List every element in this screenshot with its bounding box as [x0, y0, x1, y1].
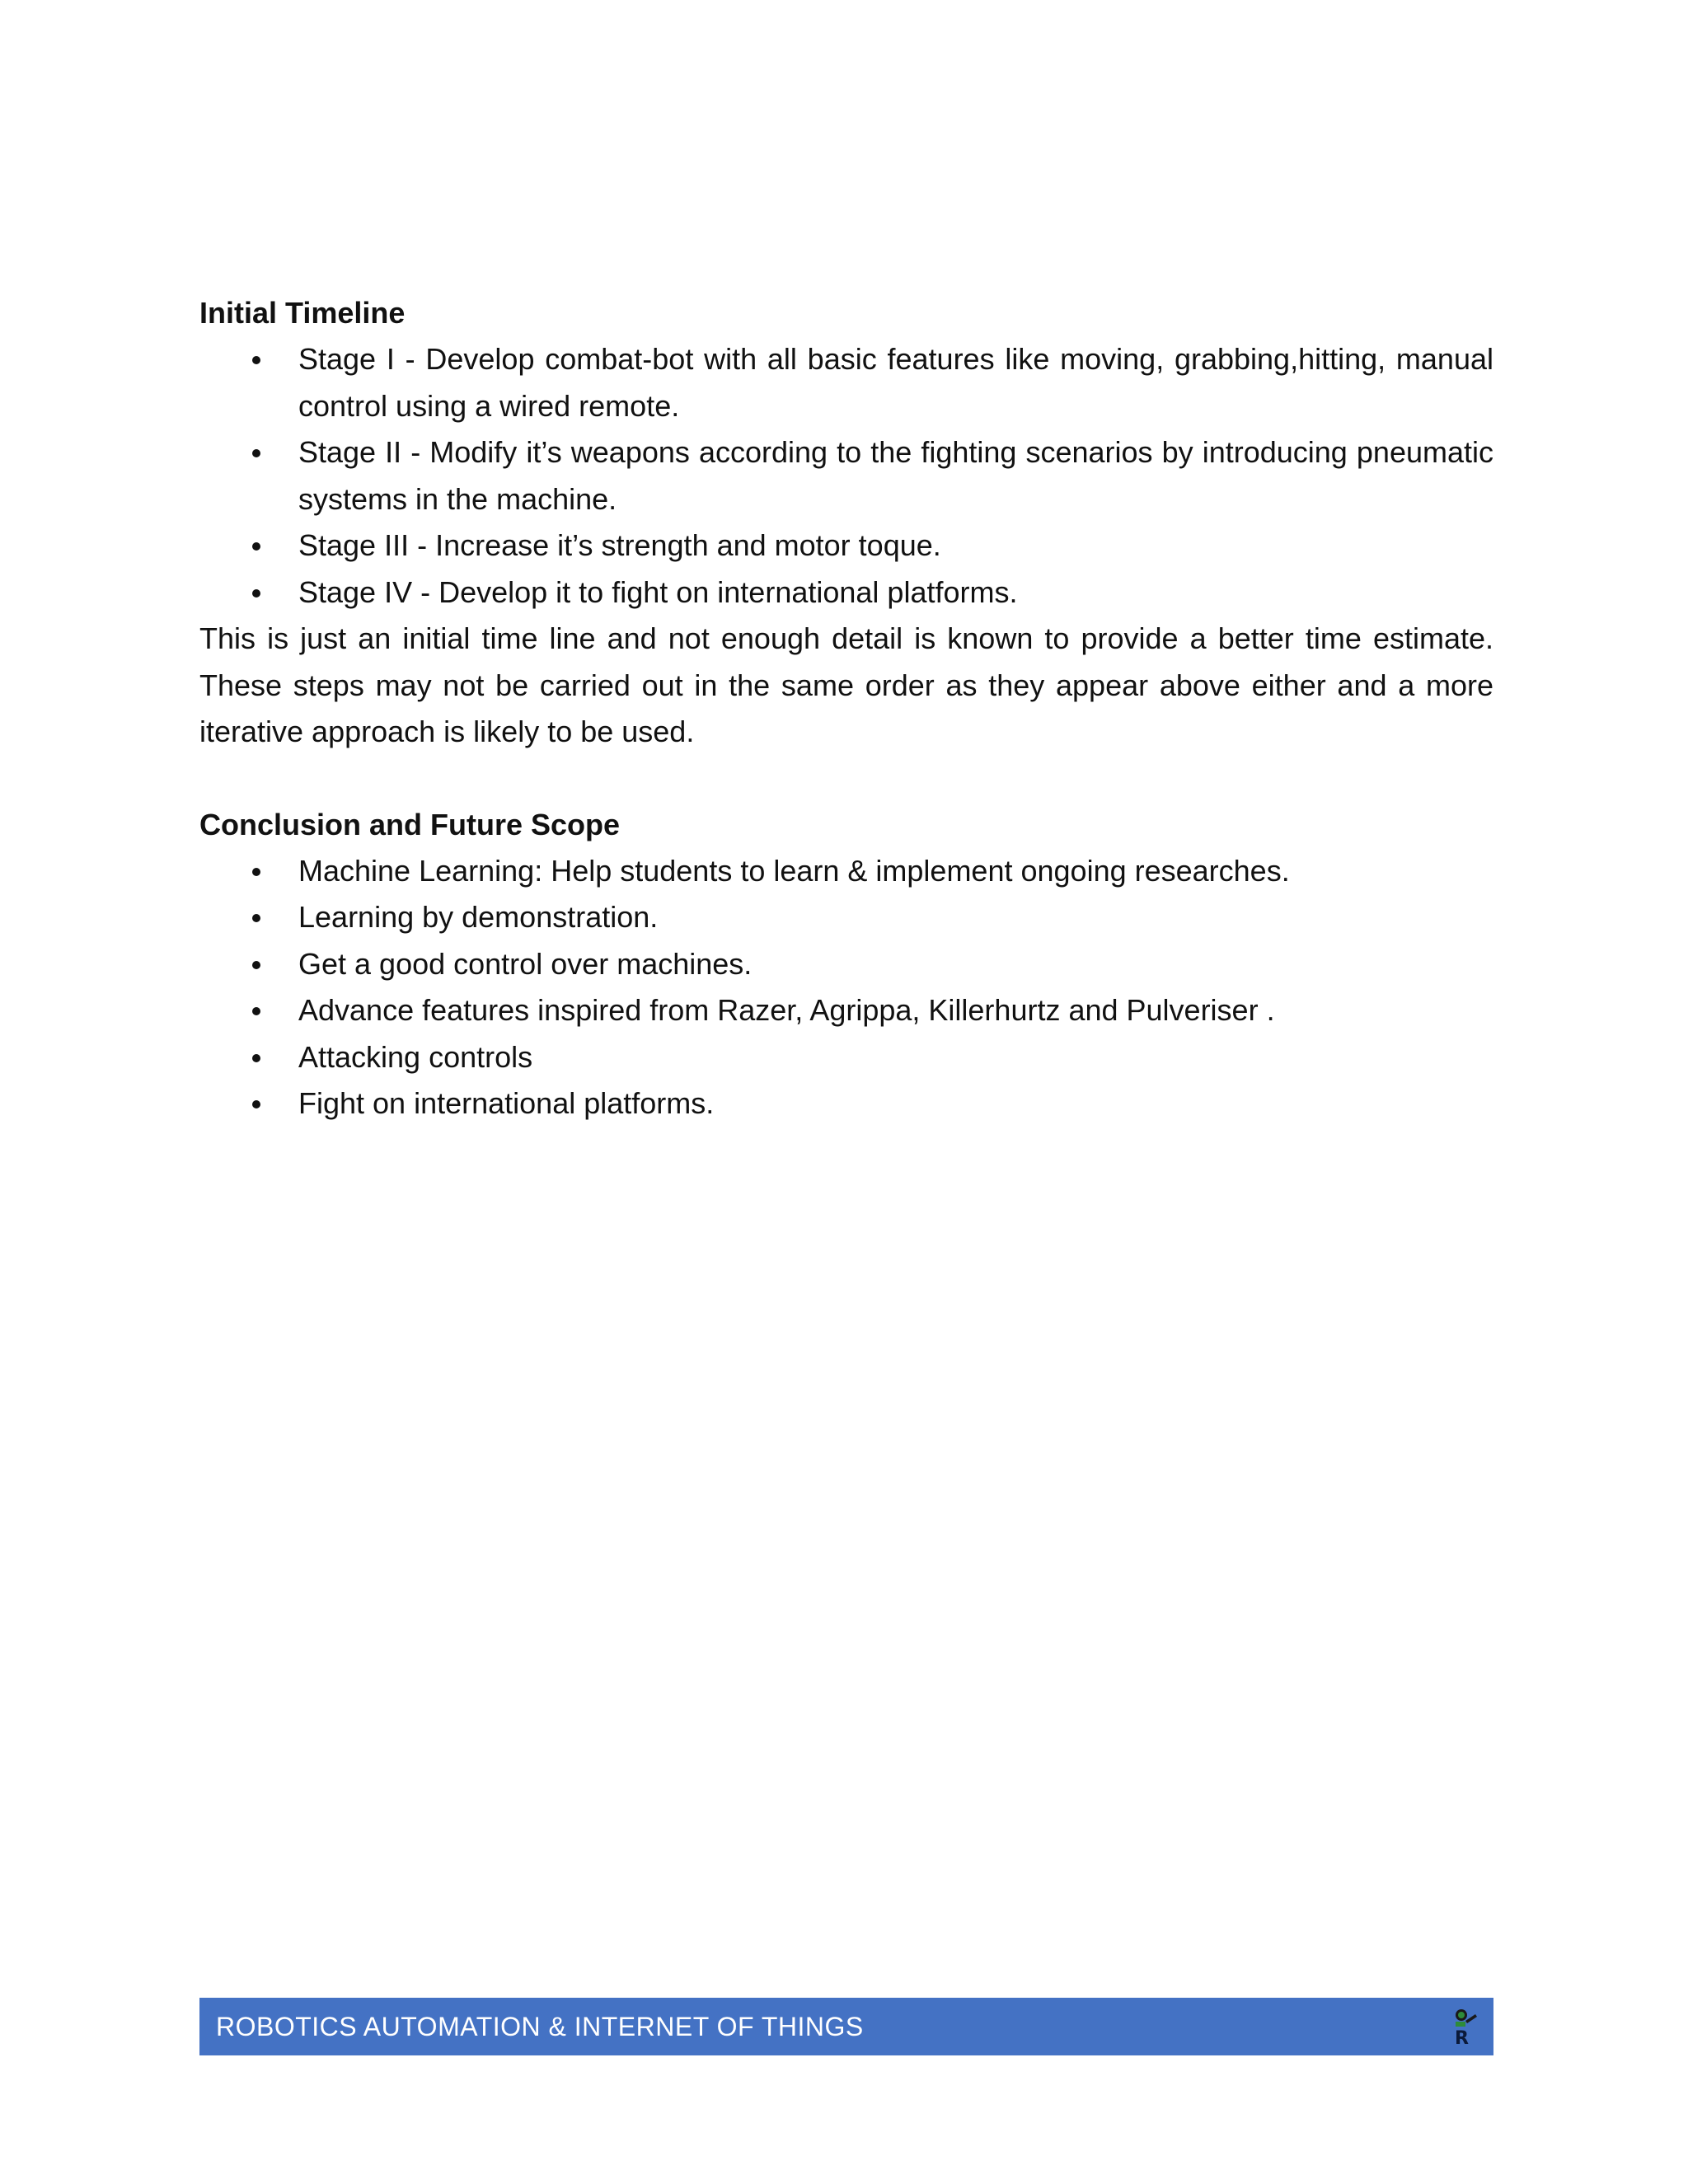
conclusion-list [199, 848, 1493, 1127]
list-item [199, 894, 1493, 941]
footer-title: ROBOTICS AUTOMATION & INTERNET OF THINGS [216, 2012, 864, 2041]
bullet-icon [252, 914, 260, 922]
list-item-text: Stage I - Develop combat-bot with all basic features like moving, grabbing,hitting, manual control using a wired remote. [298, 342, 1493, 423]
list-item-text: Attacking controls [298, 1039, 533, 1074]
list-item [199, 429, 1493, 523]
bullet-icon [252, 1100, 260, 1108]
document-body [199, 290, 1493, 1127]
timeline-paragraph: This is just an initial time line and not enough detail is known to provide a better time estimate. These steps may not be carried out in the same order as they appear above either and a more iterative approach is likely to be used. [199, 621, 1493, 748]
robot-logo-icon [1447, 2008, 1480, 2047]
bullet-icon [252, 1054, 260, 1062]
bullet-icon [252, 868, 260, 876]
bullet-icon [252, 589, 260, 598]
list-item [199, 523, 1493, 569]
list-item-text: Machine Learning: Help students to learn & implement ongoing researches. [298, 853, 1290, 888]
bullet-icon [252, 356, 260, 364]
list-item-text: Fight on international platforms. [298, 1086, 715, 1120]
section-heading-initial-timeline: Initial Timeline [199, 296, 406, 330]
list-item [199, 1034, 1493, 1081]
bullet-icon [252, 542, 260, 551]
list-item [199, 1080, 1493, 1127]
section-heading-conclusion: Conclusion and Future Scope [199, 807, 621, 841]
svg-text:R: R [1455, 2028, 1469, 2047]
timeline-list [199, 336, 1493, 616]
bullet-icon [252, 1007, 260, 1015]
list-item [199, 569, 1493, 616]
page-footer-bar [199, 1998, 1493, 2055]
list-item [199, 941, 1493, 988]
section-spacer [199, 756, 1493, 802]
list-item-text: Stage II - Modify it’s weapons according to the fighting scenarios by introducing pneumatic systems in the machine. [298, 435, 1493, 516]
list-item-text: Stage IV - Develop it to fight on international platforms. [298, 574, 1018, 609]
list-item-text: Get a good control over machines. [298, 946, 753, 981]
list-item-text: Learning by demonstration. [298, 900, 659, 934]
bullet-icon [252, 449, 260, 457]
list-item-text: Advance features inspired from Razer, Agrippa, Killerhurtz and Pulveriser . [298, 993, 1275, 1027]
bullet-icon [252, 961, 260, 969]
list-item-text: Stage III - Increase it’s strength and motor toque. [298, 528, 941, 562]
list-item [199, 987, 1493, 1034]
list-item [199, 848, 1493, 895]
list-item [199, 336, 1493, 429]
